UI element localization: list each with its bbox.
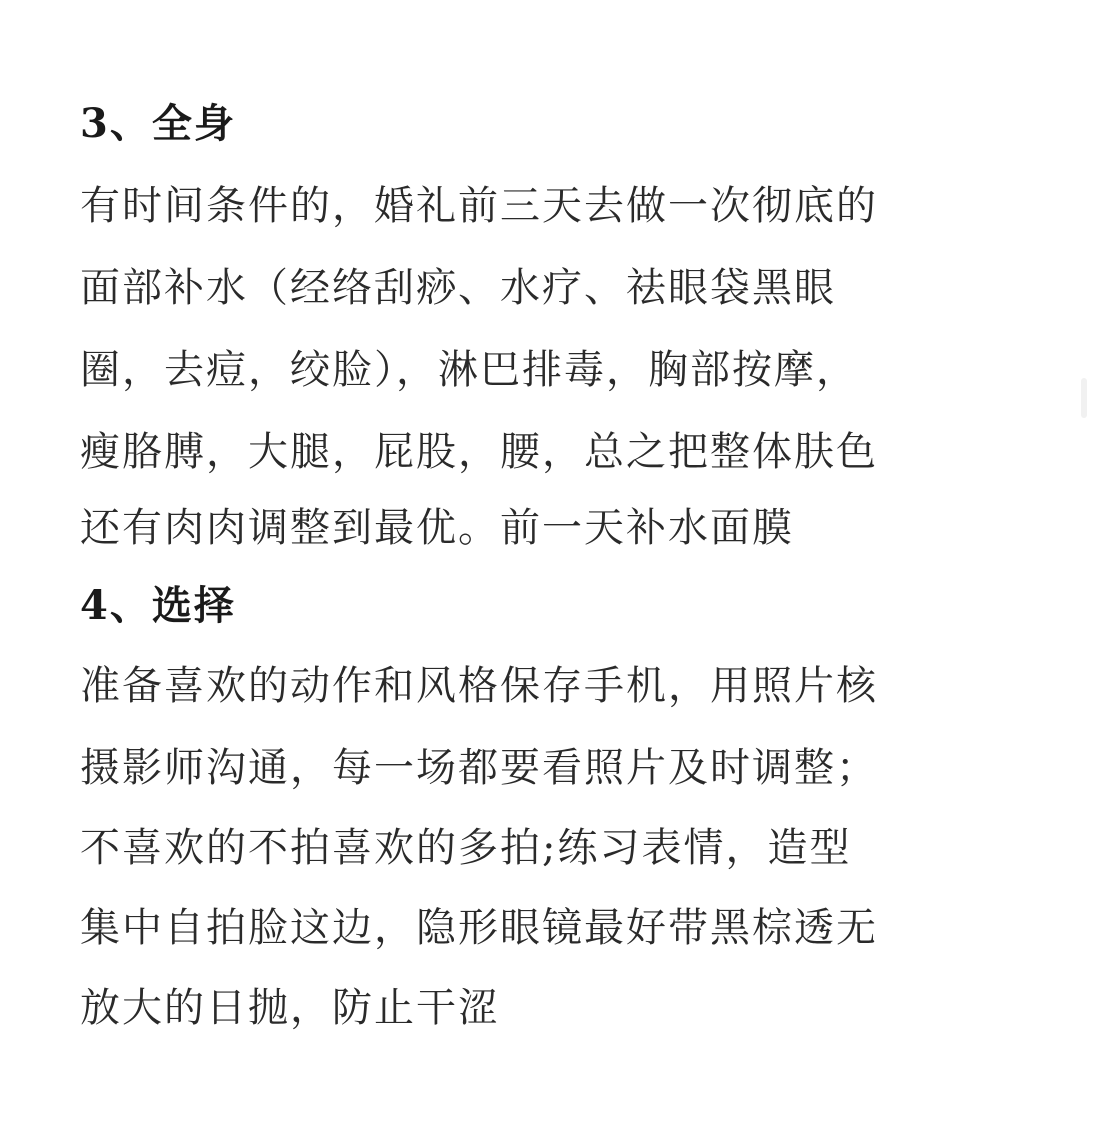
- paragraph-line: 面部补水（经络刮痧、水疗、祛眼袋黑眼: [80, 265, 836, 311]
- paragraph-line: 准备喜欢的动作和风格保存手机，用照片核: [80, 663, 878, 709]
- paragraph-line: 集中自拍脸这边，隐形眼镜最好带黑棕透无: [80, 905, 878, 951]
- paragraph-line: 放大的日抛，防止干涩: [80, 985, 500, 1031]
- paragraph-line: 有时间条件的，婚礼前三天去做一次彻底的: [80, 183, 878, 229]
- scrollbar-thumb[interactable]: [1081, 378, 1087, 418]
- paragraph-line: 不喜欢的不拍喜欢的多拍;练习表情，造型: [80, 825, 852, 871]
- paragraph-line: 摄影师沟通，每一场都要看照片及时调整；: [80, 745, 878, 791]
- section-heading-full-body: 3、全身: [80, 100, 236, 147]
- paragraph-line: 还有肉肉调整到最优。前一天补水面膜: [80, 505, 794, 551]
- paragraph-line: 圈，去痘，绞脸），淋巴排毒，胸部按摩，: [80, 347, 858, 393]
- section-heading-choice: 4、选择: [80, 582, 236, 629]
- paragraph-line: 瘦胳膊，大腿，屁股，腰，总之把整体肤色: [80, 429, 878, 475]
